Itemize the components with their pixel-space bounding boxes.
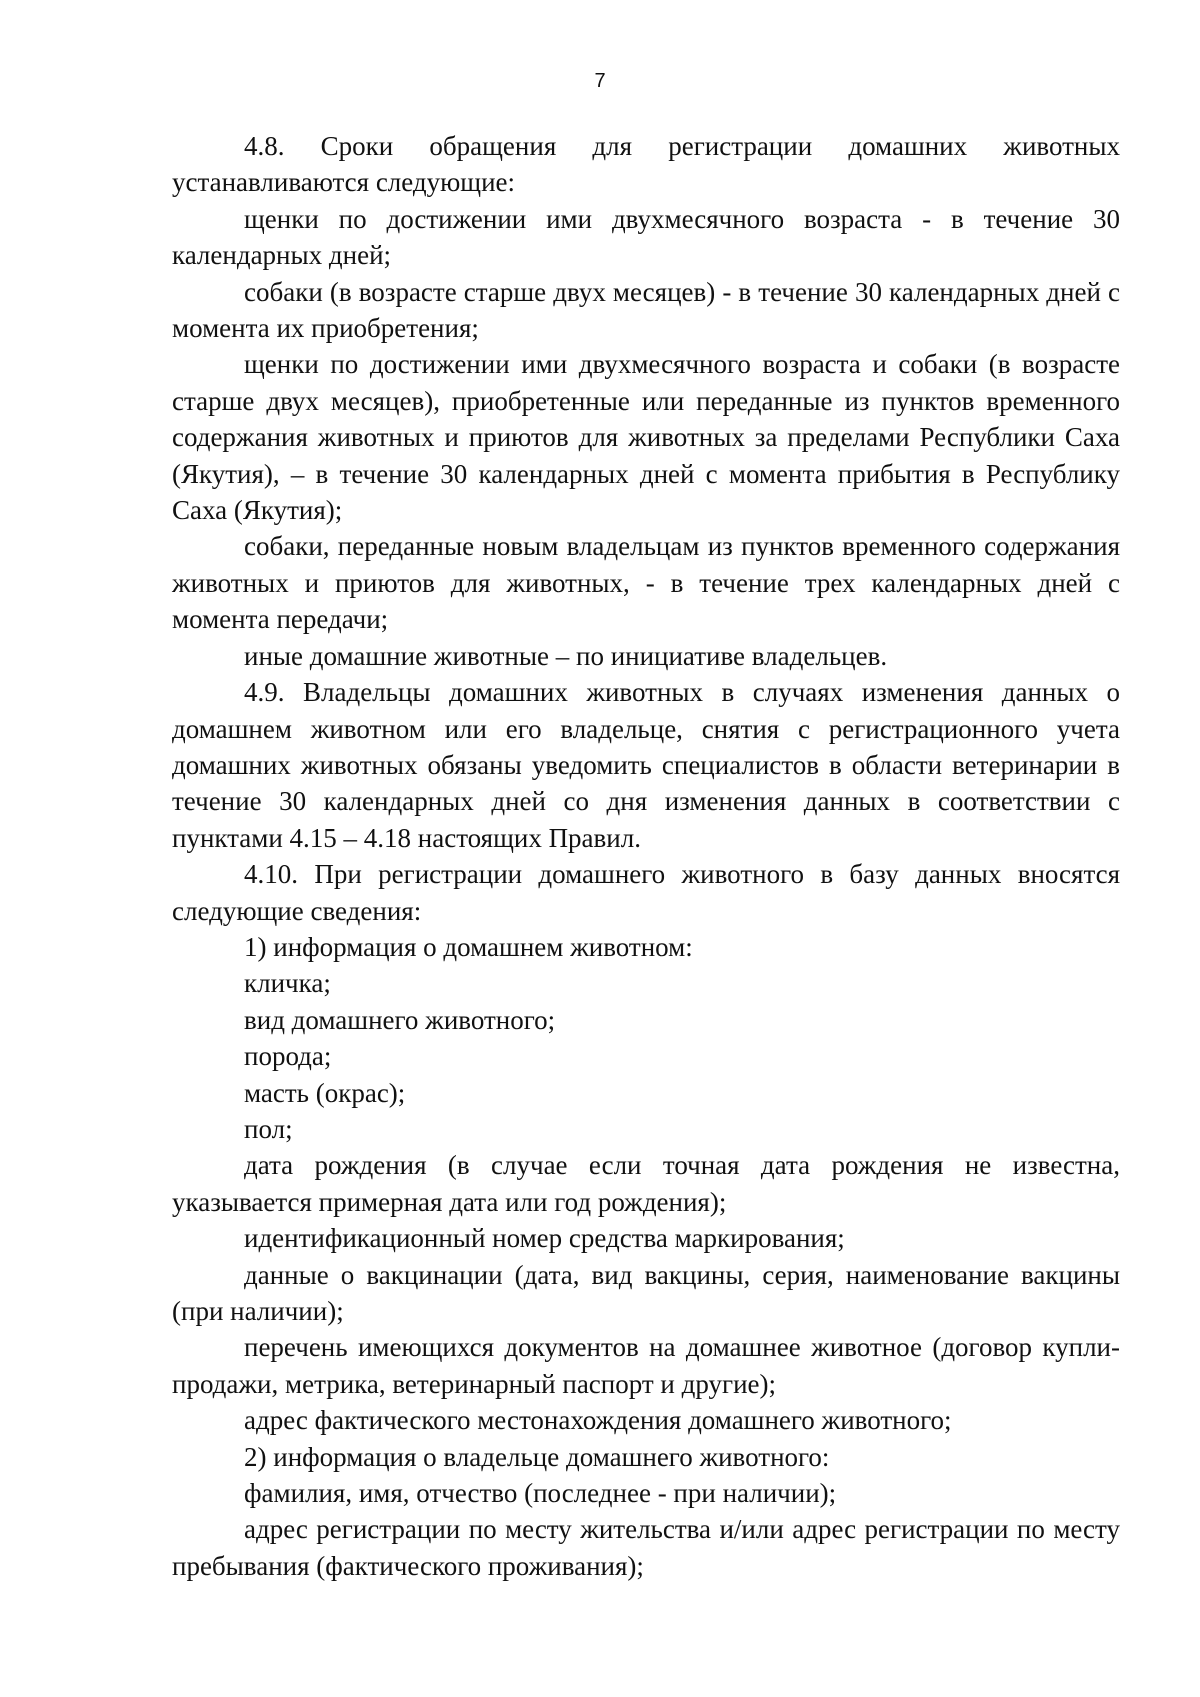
paragraph-4-8: 4.8. Сроки обращения для регистрации домашних животных устанавливаются следующие:: [172, 131, 1120, 198]
paragraph-imported-term: щенки по достижении ими двухмесячного возраста и собаки (в возрасте старше двух месяцев), приобретенные или переданные из пунктов временного содержания животных и приютов для животных за пределами Республики Саха (Якутия), – в течение 30 календарных дней с момента прибытия в Республику Саха (Якутия);: [172, 349, 1120, 526]
paragraph-shelter-term: собаки, переданные новым владельцам из пунктов временного содержания животных и приютов для животных, - в течение трех календарных дней с момента передачи;: [172, 531, 1120, 635]
list-item: вид домашнего животного;: [244, 1004, 556, 1035]
list-item: данные о вакцинации (дата, вид вакцины, серия, наименование вакцины (при наличии);: [172, 1259, 1120, 1326]
list-item: пол;: [244, 1113, 293, 1144]
list-item: дата рождения (в случае если точная дата рождения не известна, указывается примерная дата или год рождения);: [172, 1150, 1120, 1217]
paragraph-dogs-term: собаки (в возрасте старше двух месяцев) - в течение 30 календарных дней с момента их приобретения;: [172, 276, 1120, 344]
list-item: перечень имеющихся документов на домашнее животное (договор купли-продажи, метрика, ветеринарный паспорт и другие);: [172, 1332, 1120, 1399]
list-item: адрес регистрации по месту жительства и/или адрес регистрации по месту пребывания (фактического проживания);: [172, 1514, 1120, 1581]
list-item: масть (окрас);: [244, 1077, 406, 1108]
paragraph-other-animals: иные домашние животные – по инициативе владельцев.: [244, 640, 888, 671]
paragraph-4-10: 4.10. При регистрации домашнего животного в базу данных вносятся следующие сведения:: [172, 859, 1120, 926]
paragraph-puppies-term: щенки по достижении ими двухмесячного возраста - в течение 30 календарных дней;: [172, 203, 1120, 271]
list-item: идентификационный номер средства маркирования;: [244, 1223, 845, 1254]
list-heading-owner-info: 2) информация о владельце домашнего животного:: [244, 1441, 830, 1472]
list-item: кличка;: [244, 968, 331, 999]
document-body: [172, 128, 1120, 1584]
list-item: фамилия, имя, отчество (последнее - при наличии);: [244, 1478, 837, 1509]
paragraph-4-9: 4.9. Владельцы домашних животных в случаях изменения данных о домашнем животном или его владельце, снятия с регистрационного учета домашних животных обязаны уведомить специалистов в области ветеринарии в течение 30 календарных дней со дня изменения данных в соответствии с пунктами 4.15 – 4.18 настоящих Правил.: [172, 677, 1120, 853]
page-number: 7: [594, 70, 606, 92]
list-heading-animal-info: 1) информация о домашнем животном:: [244, 931, 693, 962]
list-item: адрес фактического местонахождения домашнего животного;: [244, 1405, 952, 1436]
list-item: порода;: [244, 1041, 332, 1072]
